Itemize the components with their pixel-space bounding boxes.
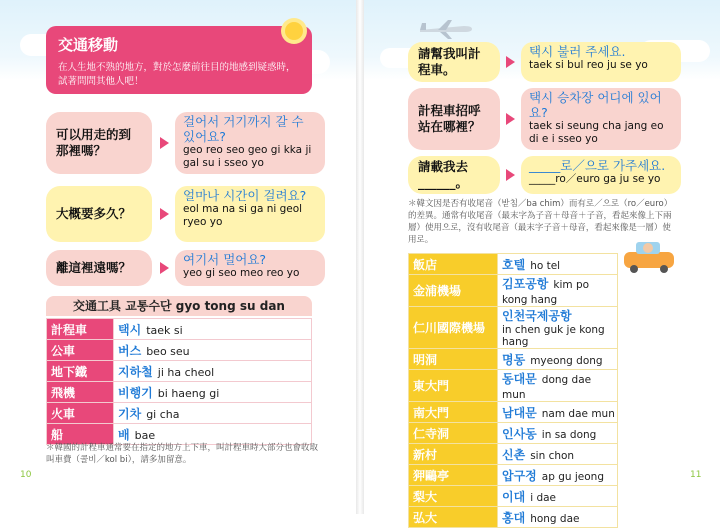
place-korean: 홍대 [502,510,526,525]
vocab-romanization: bi haeng gi [157,386,220,400]
vocab-korean: 비행기 [118,385,153,400]
vocab-korean: 배 [118,427,130,442]
place-korean-cell [498,254,618,275]
phrase-row [408,88,681,150]
vocab-row [47,382,312,403]
place-korean-cell [498,307,618,349]
phrase-romanization: yeo gi seo meo reo yo [183,267,300,279]
place-chinese: 南大門 [409,402,498,423]
phrase-korean-box [175,186,325,242]
phrase-korean-box [521,88,681,150]
phrase-chinese: 請載我去______。 [408,156,500,194]
place-korean: 인천국제공항 [502,309,572,323]
phrase-korean: _____로／으로 가주세요. [529,158,666,173]
places-table [408,253,618,528]
vocab-chinese: 火車 [47,403,114,424]
phrase-romanization: geo reo seo geo gi kka ji gal su i sseo yo [183,144,312,169]
vocab-chinese: 地下鐵 [47,361,114,382]
place-korean-cell [498,370,618,402]
place-korean: 명동 [502,352,526,367]
vocab-row [47,319,312,340]
airplane-icon [418,18,474,40]
place-korean: 남대문 [502,405,537,420]
phrase-chinese: 計程車招呼站在哪裡？ [408,88,500,150]
place-korean: 호텔 [502,257,526,272]
phrase-korean-box [175,112,325,174]
place-korean-cell [498,465,618,486]
vocab-row [47,403,312,424]
place-korean: 동대문 [502,372,537,386]
vocab-romanization: taek si [146,323,183,337]
triangle-pointer-icon [506,56,515,68]
place-korean-cell [498,507,618,528]
triangle-pointer-icon [160,208,169,220]
place-korean-cell [498,402,618,423]
vocab-korean: 택시 [118,322,142,337]
section-title: 交通移動 [58,36,119,54]
sun-icon [285,22,303,40]
vocab-korean: 기차 [118,406,142,421]
vocab-korean: 지하철 [118,364,153,379]
place-row [409,486,618,507]
place-chinese: 弘大 [409,507,498,528]
place-romanization: kim po kong hang [502,279,590,306]
vocab-korean-cell [114,340,312,361]
vocab-korean-cell [114,319,312,340]
phrase-chinese: 可以用走的到那裡嗎？ [46,112,152,174]
vocab-korean: 버스 [118,343,142,358]
place-chinese: 新村 [409,444,498,465]
place-romanization: ho tel [530,259,561,272]
triangle-pointer-icon [506,169,515,181]
place-chinese: 梨大 [409,486,498,507]
vocab-table-header: 交通工具 교통수단 gyo tong su dan [46,296,312,316]
place-chinese: 狎鷗亭 [409,465,498,486]
place-row [409,307,618,349]
place-chinese: 仁寺洞 [409,423,498,444]
vocab-romanization: ji ha cheol [157,365,215,379]
phrase-korean: 택시 승차장 어디에 있어요? [529,90,662,120]
section-intro: 在人生地不熟的地方，對於怎麼前往目的地感到疑惑時，試著問問其他人吧！ [58,62,296,87]
place-romanization: myeong dong [530,354,603,367]
vocab-korean-cell [114,403,312,424]
phrase-korean: 택시 불러 주세요. [529,44,626,59]
vocab-row [47,340,312,361]
place-row [409,370,618,402]
vocab-chinese: 船 [47,424,114,445]
phrase-chinese: 請幫我叫計程車。 [408,42,500,82]
left-footnote: ＊韓國的計程車通常要在指定的地方上下車，叫計程車時大部分也會收取叫車費（콜비／kol bi），請多加留意。 [46,443,319,465]
place-korean-cell [498,275,618,307]
phrase-korean: 여기서 멀어요? [183,252,267,267]
triangle-pointer-icon [506,113,515,125]
place-row [409,465,618,486]
phrase-korean-box [521,156,681,194]
vocab-row [47,361,312,382]
place-row [409,444,618,465]
place-romanization: nam dae mun [541,407,615,420]
section-title-card [46,26,312,94]
place-korean-cell [498,349,618,370]
place-row [409,402,618,423]
vocab-romanization: beo seu [146,344,190,358]
vocab-chinese: 飛機 [47,382,114,403]
vocab-table [46,318,312,445]
place-chinese: 飯店 [409,254,498,275]
vocab-romanization: bae [134,428,156,442]
place-row [409,254,618,275]
phrase-romanization: taek si bul reo ju se yo [529,59,648,71]
place-row [409,349,618,370]
place-chinese: 東大門 [409,370,498,402]
place-korean: 압구정 [502,468,537,483]
right-footnote: ＊韓文因是否有收尾音（받침／ba chim）而有로／으로（ro／euro）的差異。通常有收尾音（最末字為子音＋母音＋子音，看起來像上下兩層）使用으로，沒有收尾音（最末字子音＋母音，看起來像是一層）使用로。 [408,199,673,245]
place-romanization: hong dae [530,512,580,525]
phrase-romanization: eol ma na si ga ni geol ryeo yo [183,203,303,228]
phrase-romanization: _____ro／euro ga ju se yo [529,173,661,185]
place-korean: 인사동 [502,426,537,441]
page-gutter [356,0,364,514]
place-korean-cell [498,423,618,444]
page-number-left: 10 [20,470,32,480]
place-korean-cell [498,444,618,465]
place-chinese: 金浦機場 [409,275,498,307]
place-romanization: in sa dong [541,428,597,441]
taxi-driver-illustration-icon [622,234,676,274]
phrase-row [46,112,325,174]
place-korean: 김포공항 [502,277,549,291]
place-korean: 신촌 [502,447,526,462]
triangle-pointer-icon [160,137,169,149]
vocab-korean-cell [114,361,312,382]
place-korean-cell [498,486,618,507]
place-korean: 이대 [502,489,526,504]
phrase-row [46,186,325,242]
phrase-row [408,156,681,194]
phrase-row [46,250,325,286]
phrase-korean-box [521,42,681,82]
vocab-chinese: 計程車 [47,319,114,340]
phrase-chinese: 離這裡遠嗎？ [46,250,152,286]
vocab-korean-cell [114,382,312,403]
phrase-korean: 얼마나 시간이 걸려요? [183,188,307,203]
place-romanization: in chen guk je kong hang [502,324,605,348]
phrase-korean: 걸어서 거기까지 갈 수 있어요? [183,114,304,144]
phrase-row [408,42,681,82]
vocab-romanization: gi cha [146,407,180,421]
phrase-korean-box [175,250,325,286]
vocab-chinese: 公車 [47,340,114,361]
place-row [409,275,618,307]
place-row [409,423,618,444]
place-chinese: 明洞 [409,349,498,370]
place-row [409,507,618,528]
place-romanization: sin chon [530,449,575,462]
place-romanization: dong dae mun [502,374,592,401]
page-number-right: 11 [690,470,702,480]
place-romanization: i dae [530,491,557,504]
triangle-pointer-icon [160,262,169,274]
phrase-romanization: taek si seung cha jang eo di e i sseo yo [529,120,664,145]
place-romanization: ap gu jeong [541,470,604,483]
phrase-chinese: 大概要多久？ [46,186,152,242]
place-chinese: 仁川國際機場 [409,307,498,349]
